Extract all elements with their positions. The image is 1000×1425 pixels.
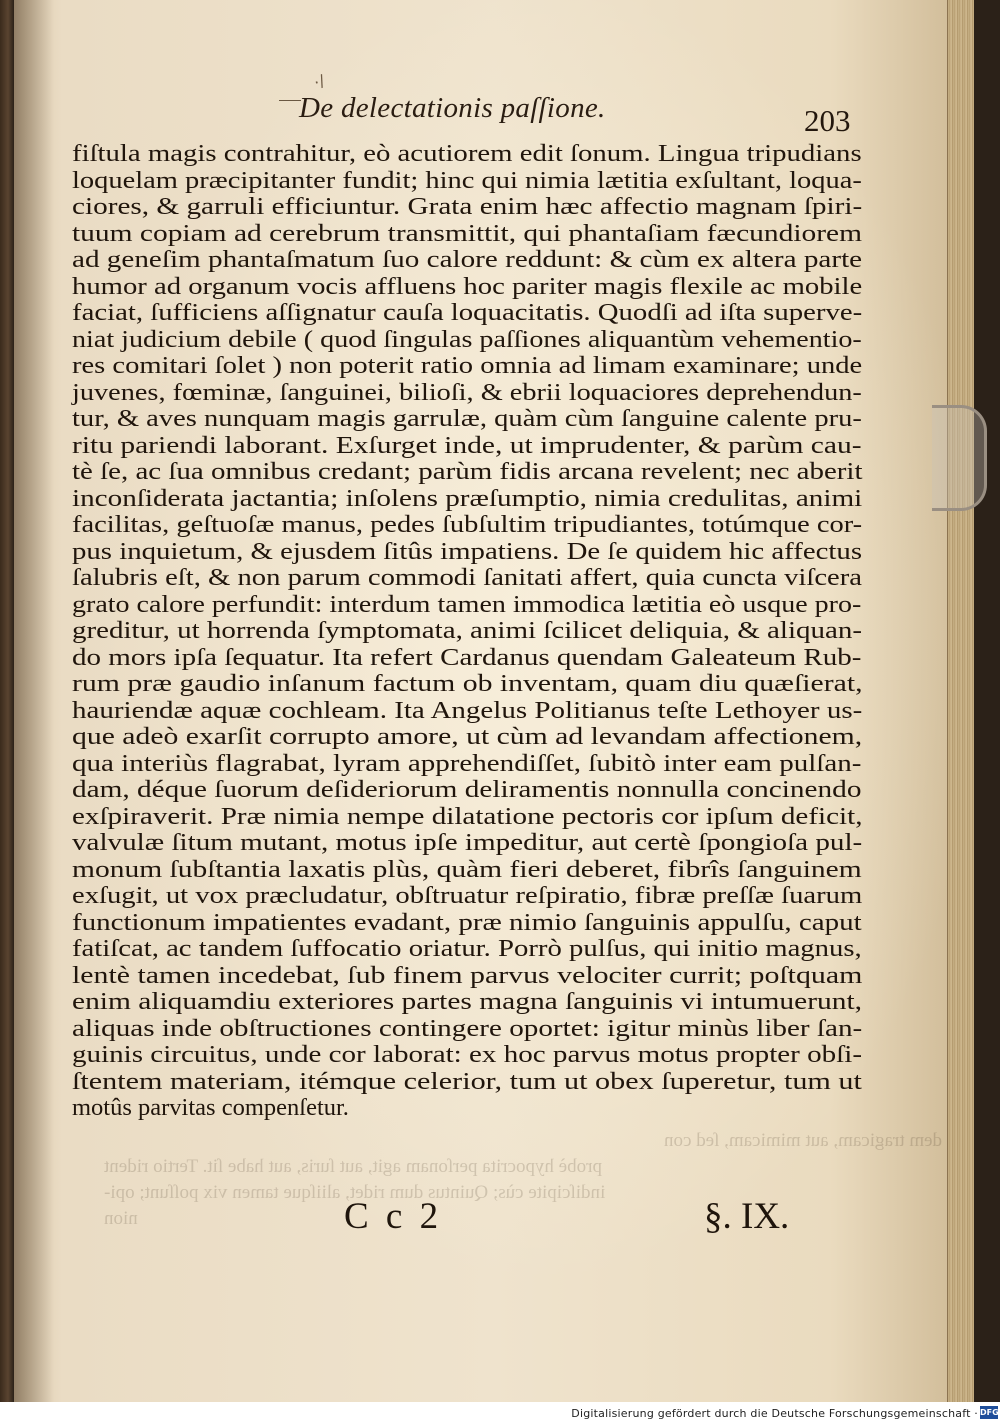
bleed-line: probè hypocrita perſonam agit, aut ſuris, aut habe ſit. Tertio rident — [104, 1156, 602, 1177]
paper-page — [14, 0, 974, 1402]
text-line: lentè tamen incedebat, ſub finem parvus velociter currit; poſtquam — [72, 961, 863, 989]
page-edges — [947, 0, 974, 1402]
text-line: motûs parvitas compenſetur. — [72, 1094, 349, 1121]
text-line: fatiſcat, ac tandem ſuffocatio oriatur. Porrò pulſus, qui initio magnus, — [72, 935, 862, 962]
text-line: que adeò exarſit corrupto amore, ut cùm ad levandam affectionem, — [72, 723, 863, 750]
bleed-line: indiſcipite cùs; Quintus dum ridet, aliiſque tamen vix poſſunt; opi- — [104, 1182, 606, 1203]
text-line: aliquas inde obſtructiones contingere oportet: igitur minùs liber ſan- — [72, 1014, 863, 1042]
running-head: De delectationis paſſione. — [299, 92, 606, 124]
text-line: greditur, ut horrenda ſymptomata, animi ſcilicet deliquia, & aliquan- — [72, 617, 863, 644]
text-line: grato calore perfundit: interdum tamen immodica lætitia eò usque pro- — [72, 590, 862, 618]
text-line: qua interiùs flagrabat, lyram apprehendiſſet, ſubitò inter eam pulſan- — [72, 749, 862, 777]
binding-shadow — [14, 0, 54, 1402]
funding-notice: Digitalisierung gefördert durch die Deutsche Forschungsgemeinschaft · — [571, 1407, 978, 1420]
text-line: ciores, & garruli efficiuntur. Grata enim hæc affectio magnam ſpiri- — [72, 193, 863, 220]
text-line: faciat, ſufficiens aſſignatur cauſa loquacitatis. Quodſi ad iſta superve- — [72, 299, 863, 326]
text-line: exſpiraverit. Præ nimia nempe dilatatione pectoris cor ipſum deficit, — [72, 802, 863, 830]
text-line: exſugit, ut vox præcludatur, obſtruatur reſpiratio, fibræ preſſæ ſuarum — [72, 882, 863, 909]
text-line: tuum copiam ad cerebrum transmittit, qui phantaſiam fæcundiorem — [72, 219, 863, 247]
text-line: guinis circuitus, unde cor laborat: ex hoc parvus motus propter obſi- — [72, 1041, 863, 1068]
text-line: functionum impatientes evadant, præ nimio ſanguinis appulſu, caput — [72, 908, 862, 936]
text-line: ſalubris eſt, & non parum commodi ſanitati affert, quia cuncta viſcera — [72, 564, 863, 591]
text-line: niat judicium debile ( quod ſingulas paſſiones aliquantùm vehementio- — [72, 325, 862, 353]
text-line: res comitari ſolet ) non poterit ratio omnia ad limam examinare; unde — [72, 352, 863, 379]
text-line: fiſtula magis contrahitur, eò acutiorem edit ſonum. Lingua tripudians — [72, 140, 862, 167]
text-line: tè ſe, ac ſua omnibus credant; parùm fidis arcana revelent; nec aberit — [72, 458, 863, 485]
bookmark-clip — [932, 405, 987, 511]
pencil-mark: ·/ — [311, 70, 328, 93]
text-line: ad geneſim phantaſmatum ſuo calore reddunt: & cùm ex altera parte — [72, 246, 863, 273]
text-line: tur, & aves nunquam magis garrulæ, quàm cùm ſanguine calente pru- — [72, 405, 862, 432]
text-line: ſtentem materiam, itémque celerior, tum ut obex ſuperetur, tum ut — [72, 1067, 862, 1095]
text-line: valvulæ ſitum mutant, motus ipſe impeditur, aut certè ſpongioſa pul- — [72, 829, 863, 856]
header-dash — [279, 100, 301, 101]
catchword: §. IX. — [704, 1196, 790, 1237]
footer-bar — [0, 1402, 1000, 1425]
text-line: rum præ gaudio inſanum factum ob inventam, quam diu quæſierat, — [72, 670, 863, 697]
text-line: hauriendæ aquæ cochleam. Ita Angelus Politianus teſte Lethoyer us- — [72, 696, 863, 724]
signature-mark: C c 2 — [344, 1196, 443, 1237]
text-line: dam, déque ſuorum deſideriorum deliramentis nonnulla concinendo — [72, 776, 862, 803]
text-line: inconſiderata jactantia; inſolens præſumptio, nimia credulitas, animi — [72, 484, 863, 512]
bleed-line: nion — [104, 1208, 138, 1229]
text-line: pus inquietum, & ejusdem ſitûs impatiens. De ſe quidem hic affectus — [72, 537, 863, 565]
text-line: humor ad organum vocis affluens hoc pariter magis flexile ac mobile — [72, 272, 863, 300]
text-line: juvenes, fœminæ, ſanguinei, bilioſi, & ebrii loquaciores deprehendun- — [72, 378, 862, 406]
page-number: 203 — [804, 103, 851, 138]
dfg-logo: DFG — [980, 1408, 999, 1417]
bleed-line: dem tragicam, aut mimicam, ſed con — [664, 1130, 943, 1151]
text-line: loquelam præcipitanter fundit; hinc qui nimia lætitia exſultant, loqua- — [72, 166, 862, 194]
text-line: do mors ipſa ſequatur. Ita refert Cardanus quendam Galeateum Rub- — [72, 643, 862, 671]
text-line: enim aliquamdiu exteriores partes magna ſanguinis vi intumuerunt, — [72, 988, 863, 1015]
text-line: monum ſubſtantia laxatis plùs, quàm fieri deberet, fibrîs ſanguinem — [72, 855, 862, 883]
text-line: facilitas, geſtuoſæ manus, pedes ſubſultim tripudiantes, totúmque cor- — [72, 511, 863, 538]
text-line: ritu pariendi laborant. Exſurget inde, ut imprudenter, & parùm cau- — [72, 431, 862, 459]
